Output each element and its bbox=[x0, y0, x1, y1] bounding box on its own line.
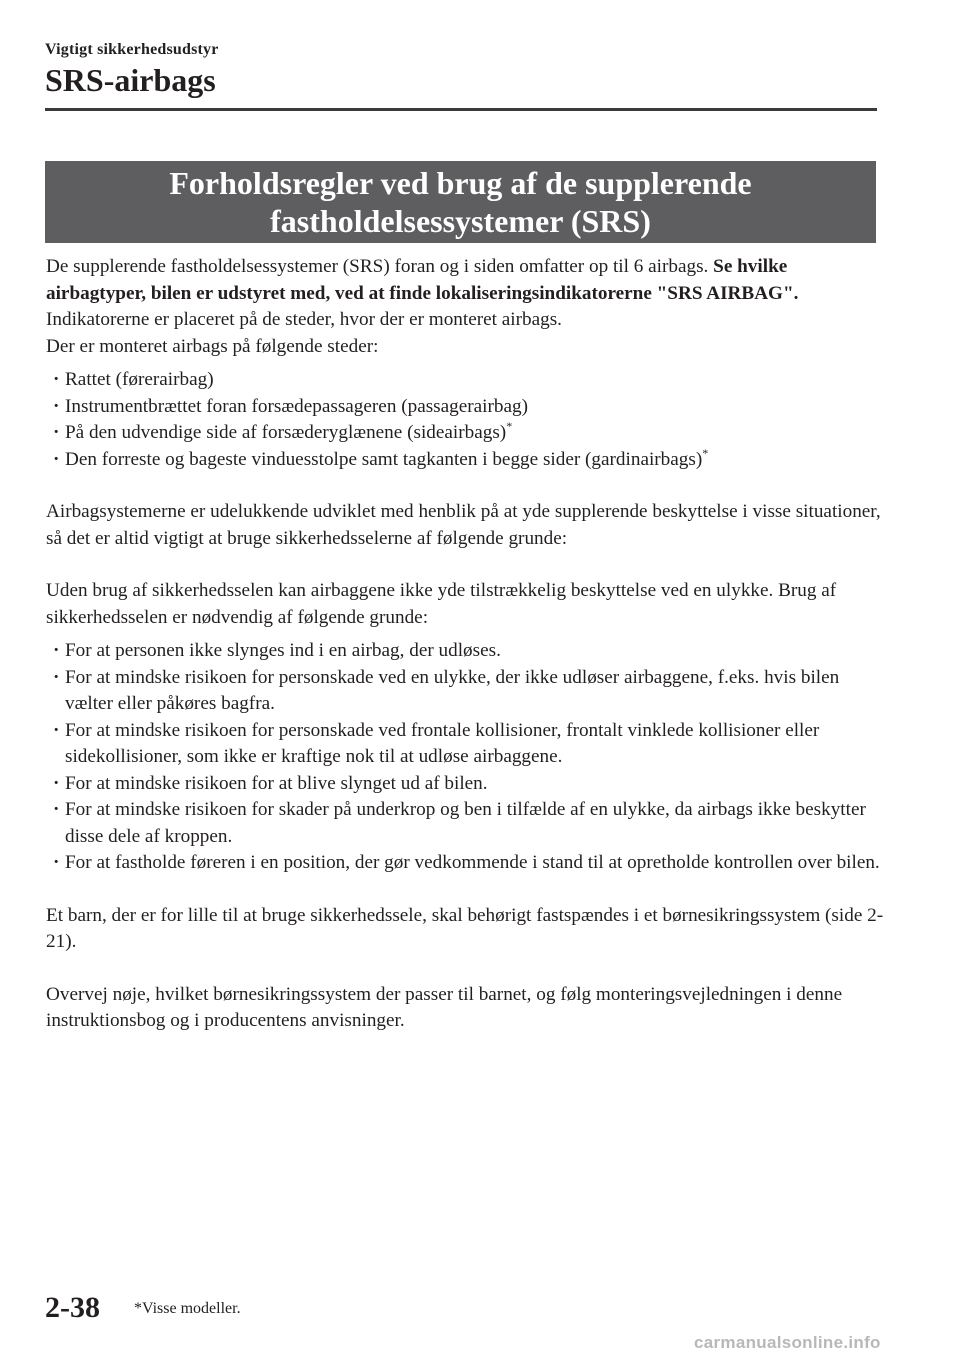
page-content bbox=[46, 254, 886, 1035]
list-item: · For at mindske risikoen for at blive slynget ud af bilen. bbox=[46, 771, 886, 798]
intro-paragraph bbox=[46, 254, 886, 334]
list-item: · For at fastholde føreren i en position, der gør vedkommende i stand til at opretholde kontrollen over bilen. bbox=[46, 850, 886, 877]
bullet-icon: · bbox=[53, 369, 60, 390]
list-item: · For at mindske risikoen for personskade ved frontale kollisioner, frontalt vinklede kollisioner eller sidekollisioner, som ikke er kraftige nok til at udløse airbaggene. bbox=[53, 719, 820, 767]
title-divider bbox=[45, 108, 877, 111]
footnote-marker: * bbox=[506, 419, 513, 433]
seatbelt-reasons-list bbox=[46, 638, 886, 877]
chapter-title: SRS-airbags bbox=[45, 62, 216, 98]
footnote: *Visse modeller. bbox=[134, 1300, 241, 1317]
list-item: · For at mindske risikoen for personskade ved en ulykke, der ikke udløser airbaggene, f.eks. hvis bilen vælter eller påkøres bagfra. bbox=[53, 666, 840, 714]
section-heading bbox=[45, 161, 876, 243]
intro-text-end: Indikatorerne er placeret på de steder, hvor der er monteret airbags. bbox=[46, 309, 562, 330]
section-heading-line-1: Forholdsregler ved brug af de supplerende bbox=[169, 165, 752, 201]
supplement-paragraph: Airbagsystemerne er udelukkende udviklet med henblik på at yde supplerende beskyttelse i visse situationer, så det er altid vigtigt at bruge sikkerhedsselerne af følgende grunde: bbox=[46, 501, 881, 549]
bullet-icon: · bbox=[53, 719, 60, 741]
bullet-icon: · bbox=[53, 799, 60, 820]
watermark: carmanualsonline.info bbox=[694, 1333, 881, 1352]
bullet-icon: · bbox=[53, 772, 60, 794]
monitor-paragraph: Overvej nøje, hvilket børnesikringssystem der passer til barnet, og følg monteringsvejledningen i denne instruktionsbog og i producentens anvisninger. bbox=[46, 983, 843, 1031]
locations-intro: Der er monteret airbags på følgende steder: bbox=[46, 335, 379, 357]
list-item: · Den forreste og bageste vinduesstolpe samt tagkanten i begge sider (gardinairbags)* bbox=[46, 447, 886, 474]
section-label: Vigtigt sikkerhedsudstyr bbox=[45, 41, 219, 58]
page-number: 2-38 bbox=[45, 1291, 100, 1324]
intro-bold-text: Se hvilke airbagtyper, bilen er udstyret med, ved at finde lokaliseringsindikatorerne "SRS AIRBAG". bbox=[46, 256, 799, 304]
list-item: · Rattet (førerairbag) bbox=[46, 367, 886, 394]
intro-text: De supplerende fastholdelsessystemer (SRS) foran og i siden omfatter op til 6 airbags. bbox=[46, 256, 714, 277]
bullet-icon: · bbox=[53, 395, 60, 417]
list-item: · Instrumentbrættet foran forsædepassageren (passagerairbag) bbox=[46, 394, 886, 421]
bullet-icon: · bbox=[53, 448, 60, 470]
list-item: · For at mindske risikoen for skader på underkrop og ben i tilfælde af en ulykke, da airbags ikke beskytter disse dele af kroppen. bbox=[53, 799, 866, 847]
bullet-icon: · bbox=[53, 852, 60, 873]
footnote-marker: * bbox=[702, 445, 709, 460]
bullet-icon: · bbox=[53, 640, 60, 661]
airbag-locations-list bbox=[46, 367, 886, 473]
child-restraint-paragraph: Et barn, der er for lille til at bruge sikkerhedssele, skal behørigt fastspændes i et børnesikringssystem (side 2-21). bbox=[46, 904, 884, 952]
bullet-icon: · bbox=[53, 666, 60, 688]
list-item: · På den udvendige side af forsæderyglænene (sideairbags)* bbox=[46, 420, 886, 447]
section-heading-line-2: fastholdelsessystemer (SRS) bbox=[270, 203, 651, 239]
list-item: · For at personen ikke slynges ind i en airbag, der udløses. bbox=[46, 638, 886, 665]
bullet-icon: · bbox=[53, 422, 60, 443]
reasons-intro-paragraph: Uden brug af sikkerhedsselen kan airbaggene ikke yde tilstrækkelig beskyttelse ved en ulykke. Brug af sikkerhedsselen er nødvendig af følgende grunde: bbox=[46, 580, 837, 628]
